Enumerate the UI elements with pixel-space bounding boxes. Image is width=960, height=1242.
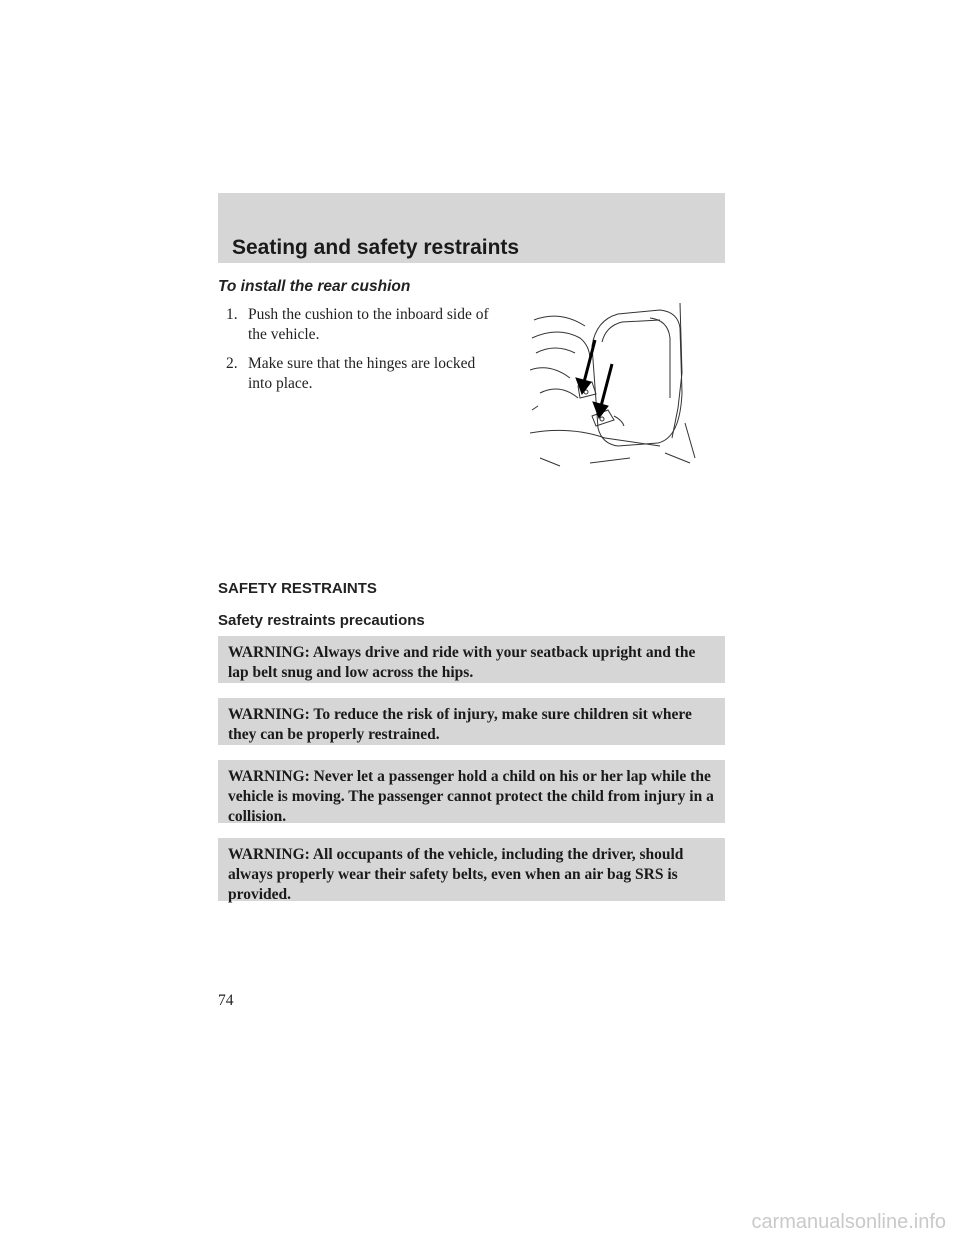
install-steps-list (226, 305, 496, 403)
step-number: 2. (226, 355, 238, 372)
rear-cushion-illustration (530, 298, 700, 468)
warning-box: WARNING: All occupants of the vehicle, including the driver, should always properly wear their safety belts, even when an air bag SRS is provided. (218, 838, 725, 901)
header-band (218, 193, 725, 263)
step-text: Push the cushion to the inboard side of the vehicle. (248, 306, 489, 343)
step-number: 1. (226, 306, 238, 323)
seat-hinge-drawing (530, 298, 700, 468)
warning-box: WARNING: To reduce the risk of injury, make sure children sit where they can be properly restrained. (218, 698, 725, 745)
list-item (226, 354, 496, 394)
watermark: carmanualsonline.info (751, 1211, 946, 1233)
safety-restraints-heading: SAFETY RESTRAINTS (218, 580, 377, 597)
warning-box: WARNING: Always drive and ride with your seatback upright and the lap belt snug and low across the hips. (218, 636, 725, 683)
step-text: Make sure that the hinges are locked into place. (248, 355, 476, 392)
install-rear-cushion-heading: To install the rear cushion (218, 278, 411, 295)
page-number: 74 (218, 992, 234, 1009)
warning-box: WARNING: Never let a passenger hold a child on his or her lap while the vehicle is moving. The passenger cannot protect the child from injury in a collision. (218, 760, 725, 823)
safety-precautions-subheading: Safety restraints precautions (218, 612, 425, 629)
page-title: Seating and safety restraints (232, 236, 520, 259)
list-item (226, 305, 496, 345)
